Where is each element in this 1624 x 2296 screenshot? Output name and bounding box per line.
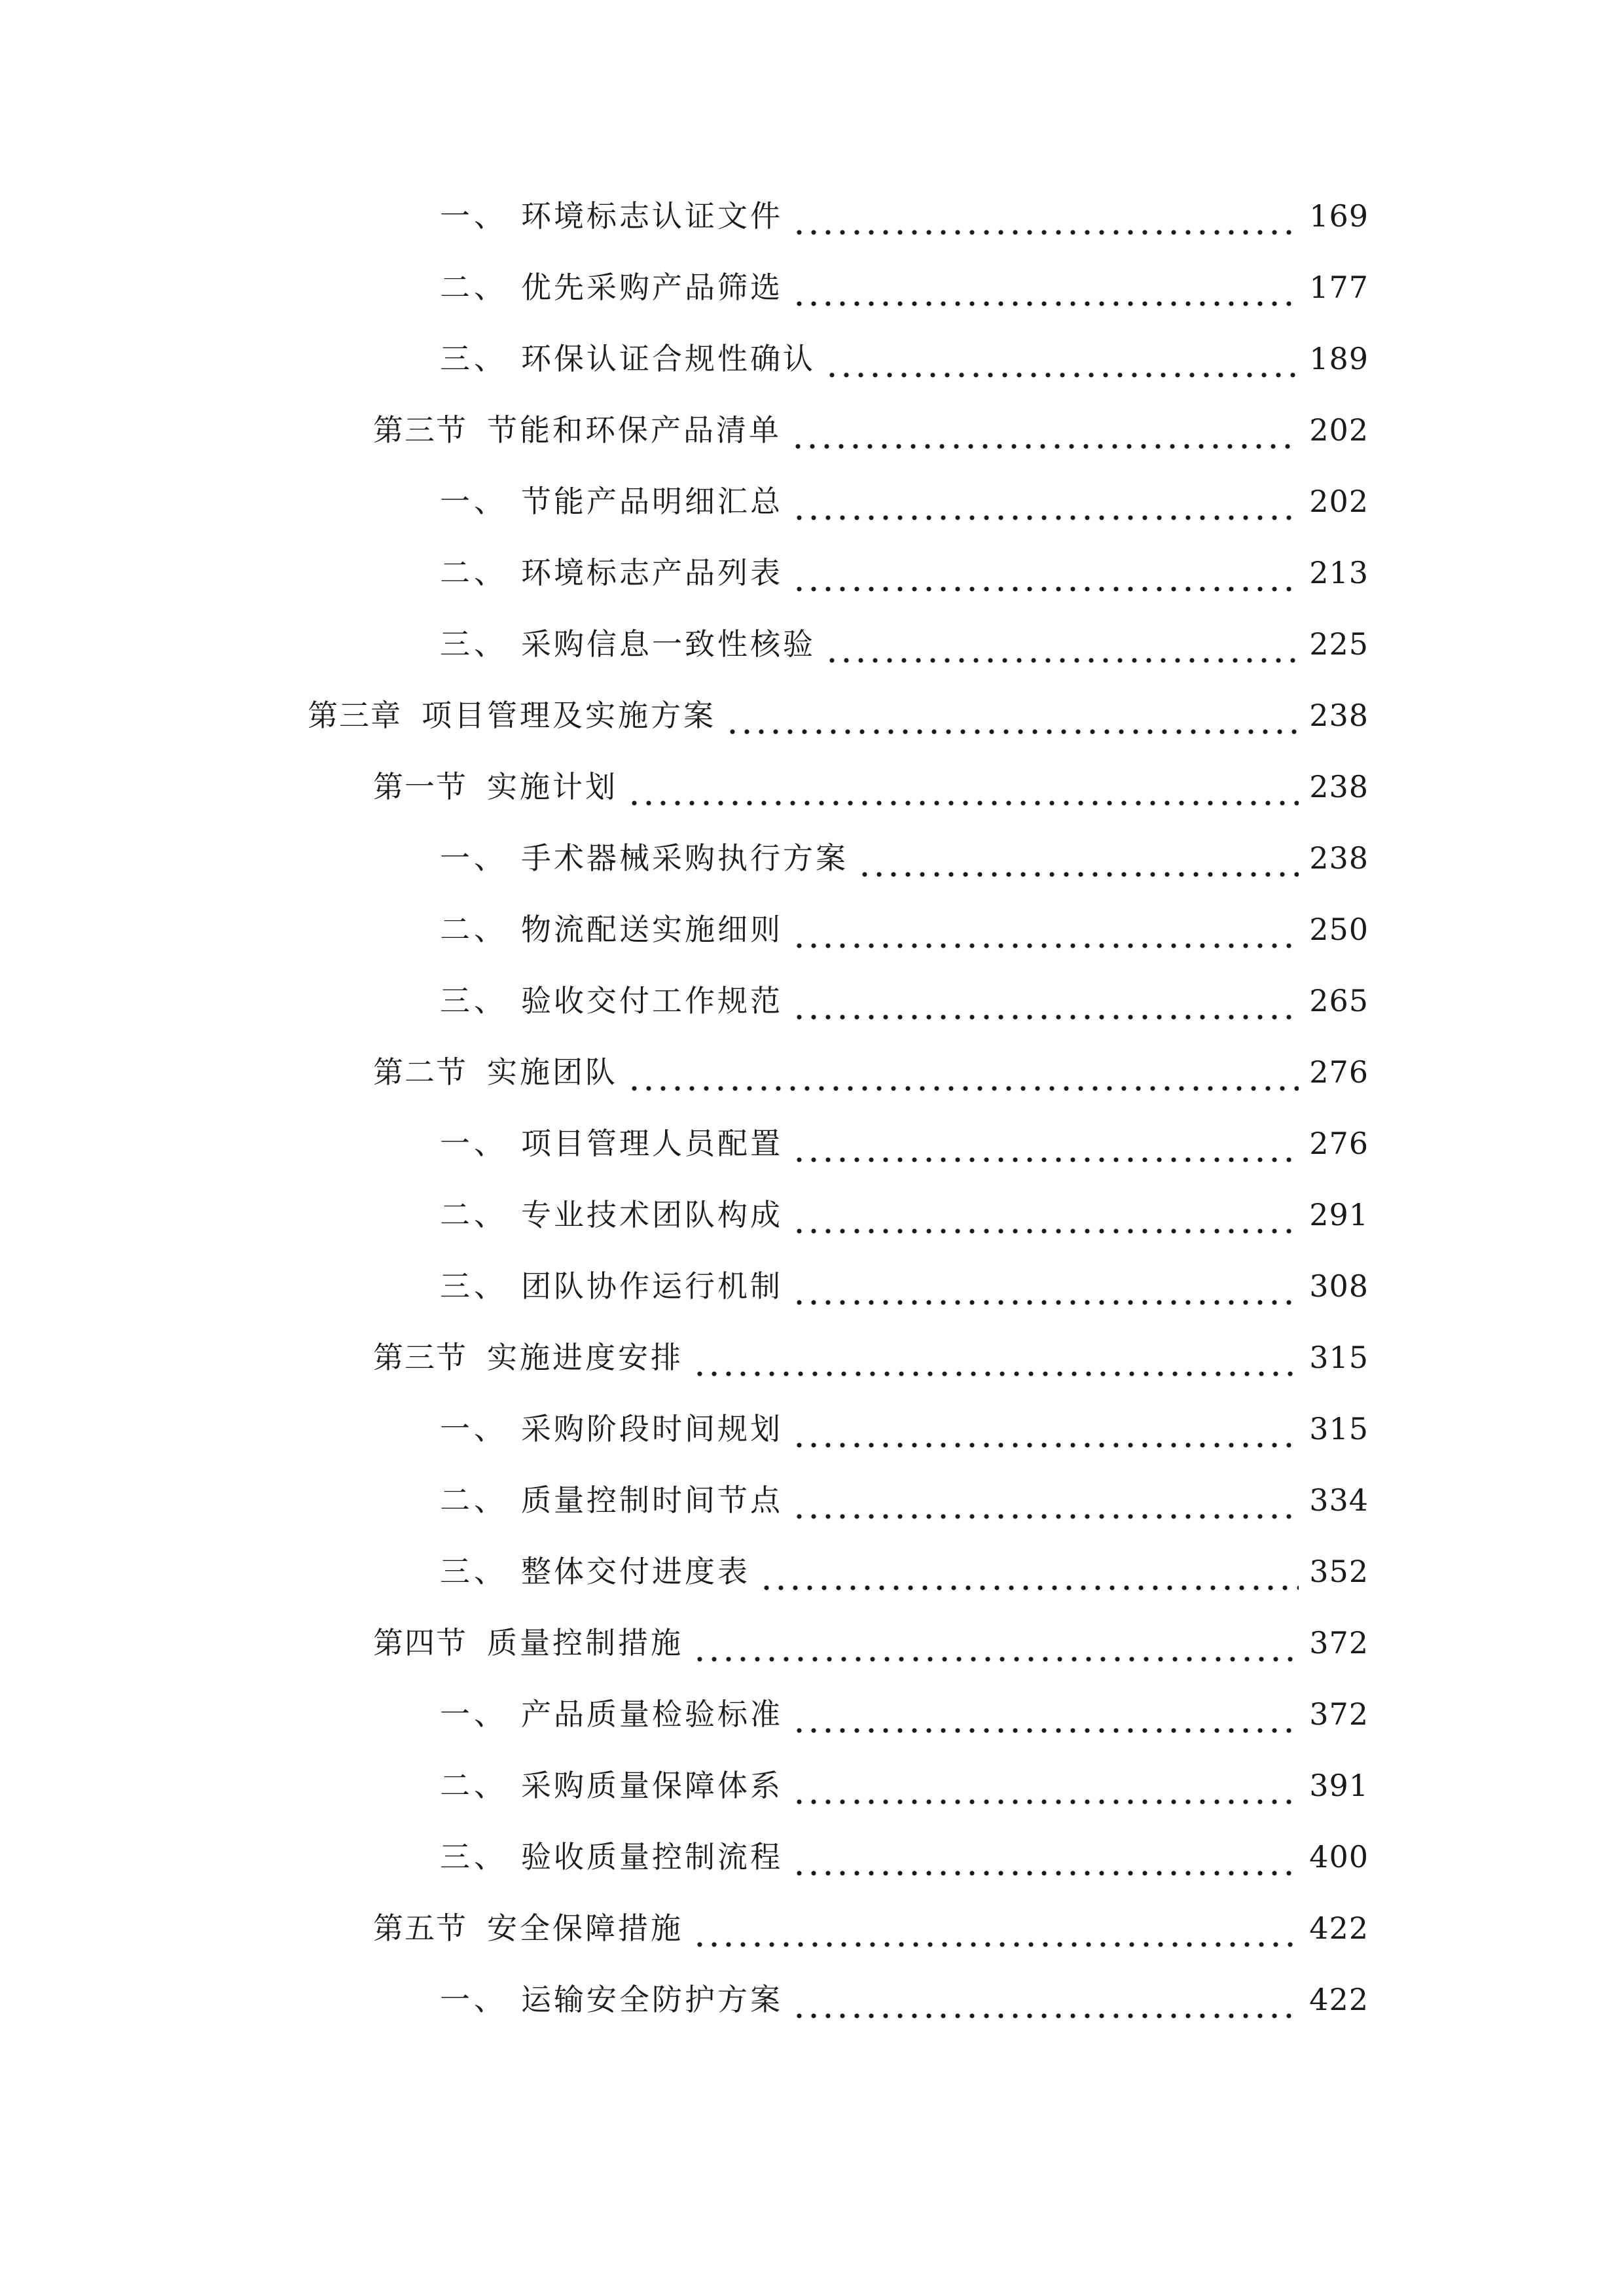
toc-entry[interactable] — [440, 1973, 1369, 2026]
toc-section-number: 第三节 — [373, 1340, 467, 1375]
toc-entry-title: 运输安全防护方案 — [521, 1982, 783, 2017]
toc-entry[interactable] — [440, 1474, 1369, 1526]
dot-leader — [792, 1260, 1299, 1312]
toc-entry-page: 250 — [1309, 912, 1369, 947]
dot-leader — [792, 1973, 1299, 2026]
toc-entry-title: 采购信息一致性核验 — [521, 626, 816, 662]
toc-entry[interactable] — [440, 547, 1369, 599]
toc-section-entry[interactable] — [373, 1617, 1369, 1669]
dot-leader — [693, 1902, 1299, 1954]
toc-entry-number: 三、 — [440, 626, 508, 662]
toc-entry[interactable] — [440, 1688, 1369, 1740]
toc-section-entry[interactable] — [373, 1902, 1369, 1954]
toc-entry-number: 一、 — [440, 1411, 508, 1446]
toc-entry-number: 一、 — [440, 484, 508, 519]
toc-entry-title: 产品质量检验标准 — [521, 1696, 783, 1732]
dot-leader — [792, 1117, 1299, 1170]
dot-leader — [759, 1545, 1299, 1598]
toc-entry-title: 质量控制措施 — [487, 1625, 683, 1660]
toc-entry-title: 安全保障措施 — [487, 1910, 683, 1946]
dot-leader — [792, 547, 1299, 599]
toc-entry-page: 265 — [1309, 983, 1369, 1018]
dot-leader — [792, 1759, 1299, 1812]
toc-entry-page: 391 — [1309, 1768, 1369, 1803]
toc-entry[interactable] — [440, 903, 1369, 956]
toc-entry-number: 二、 — [440, 1482, 508, 1518]
dot-leader — [627, 1046, 1299, 1098]
toc-entry-page: 177 — [1309, 270, 1369, 305]
toc-entry-title: 环保认证合规性确认 — [521, 341, 816, 376]
toc-entry-number: 一、 — [440, 1126, 508, 1161]
toc-entry-page: 202 — [1309, 412, 1369, 448]
toc-section-number: 第三节 — [373, 412, 467, 448]
toc-entry-page: 422 — [1309, 1910, 1369, 1946]
dot-leader — [791, 404, 1299, 456]
toc-entry[interactable] — [440, 261, 1369, 314]
dot-leader — [693, 1617, 1299, 1669]
toc-entry-title: 项目管理及实施方案 — [422, 698, 716, 733]
dot-leader — [825, 332, 1299, 385]
toc-entry-page: 276 — [1309, 1054, 1369, 1090]
dot-leader — [792, 1688, 1299, 1740]
toc-entry-number: 二、 — [440, 1768, 508, 1803]
toc-entry-number: 二、 — [440, 270, 508, 305]
dot-leader — [792, 903, 1299, 956]
toc-entry-page: 169 — [1309, 198, 1369, 234]
dot-leader — [857, 832, 1299, 884]
toc-entry[interactable] — [440, 332, 1369, 385]
toc-entry-number: 二、 — [440, 912, 508, 947]
toc-section-number: 第四节 — [373, 1625, 467, 1660]
toc-section-entry[interactable] — [373, 1331, 1369, 1384]
toc-entry-page: 202 — [1309, 484, 1369, 519]
toc-entry-title: 专业技术团队构成 — [521, 1197, 783, 1232]
dot-leader — [792, 1403, 1299, 1455]
toc-entry-title: 节能产品明细汇总 — [521, 484, 783, 519]
toc-entry-number: 一、 — [440, 1982, 508, 2017]
toc-entry-page: 238 — [1309, 769, 1369, 804]
toc-chapter-entry[interactable] — [308, 689, 1369, 742]
toc-entry-title: 整体交付进度表 — [521, 1554, 750, 1589]
toc-entry-page: 213 — [1309, 555, 1369, 590]
toc-entry-number: 三、 — [440, 1839, 508, 1874]
dot-leader — [792, 975, 1299, 1027]
toc-section-number: 第五节 — [373, 1910, 467, 1946]
toc-entry-page: 315 — [1309, 1340, 1369, 1375]
toc-entry-number: 二、 — [440, 1197, 508, 1232]
toc-chapter-number: 第三章 — [308, 698, 402, 733]
toc-entry-page: 291 — [1309, 1197, 1369, 1232]
toc-entry-title: 项目管理人员配置 — [521, 1126, 783, 1161]
toc-section-number: 第一节 — [373, 769, 467, 804]
toc-entry[interactable] — [440, 1260, 1369, 1312]
dot-leader — [792, 261, 1299, 314]
toc-entry-page: 400 — [1309, 1839, 1369, 1874]
toc-entry[interactable] — [440, 975, 1369, 1027]
toc-entry[interactable] — [440, 618, 1369, 670]
toc-entry-page: 372 — [1309, 1696, 1369, 1732]
toc-entry-title: 环境标志产品列表 — [521, 555, 783, 590]
toc-entry[interactable] — [440, 1117, 1369, 1170]
toc-entry-page: 315 — [1309, 1411, 1369, 1446]
toc-entry-title: 优先采购产品筛选 — [521, 270, 783, 305]
toc-entry-title: 团队协作运行机制 — [521, 1268, 783, 1304]
toc-entry-page: 352 — [1309, 1554, 1369, 1589]
dot-leader — [792, 1831, 1299, 1883]
toc-entry-title: 实施计划 — [487, 769, 618, 804]
toc-entry-page: 225 — [1309, 626, 1369, 662]
toc-entry-number: 三、 — [440, 341, 508, 376]
toc-entry-title: 环境标志认证文件 — [521, 198, 783, 234]
toc-section-entry[interactable] — [373, 1046, 1369, 1098]
toc-entry-number: 三、 — [440, 1554, 508, 1589]
toc-entry[interactable] — [440, 190, 1369, 242]
toc-entry-page: 189 — [1309, 341, 1369, 376]
toc-entry-number: 二、 — [440, 555, 508, 590]
toc-entry[interactable] — [440, 1759, 1369, 1812]
toc-entry-page: 334 — [1309, 1482, 1369, 1518]
toc-entry-number: 一、 — [440, 1696, 508, 1732]
toc-entry[interactable] — [440, 1189, 1369, 1241]
dot-leader — [792, 1189, 1299, 1241]
dot-leader — [627, 761, 1299, 813]
toc-entry-number: 一、 — [440, 198, 508, 234]
toc-entry-page: 238 — [1309, 840, 1369, 876]
toc-entry-page: 372 — [1309, 1625, 1369, 1660]
toc-entry-title: 验收交付工作规范 — [521, 983, 783, 1018]
toc-entry-page: 308 — [1309, 1268, 1369, 1304]
dot-leader — [792, 1474, 1299, 1526]
toc-entry-title: 验收质量控制流程 — [521, 1839, 783, 1874]
toc-entry-title: 采购质量保障体系 — [521, 1768, 783, 1803]
toc-entry[interactable] — [440, 475, 1369, 528]
toc-entry-title: 采购阶段时间规划 — [521, 1411, 783, 1446]
toc-entry[interactable] — [440, 1545, 1369, 1598]
dot-leader — [792, 475, 1299, 528]
dot-leader — [792, 190, 1299, 242]
toc-entry[interactable] — [440, 1403, 1369, 1455]
toc-entry-number: 一、 — [440, 840, 508, 876]
toc-section-entry[interactable] — [373, 404, 1369, 456]
dot-leader — [725, 689, 1299, 742]
toc-entry-number: 三、 — [440, 983, 508, 1018]
dot-leader — [693, 1331, 1299, 1384]
toc-entry-page: 422 — [1309, 1982, 1369, 2017]
toc-section-entry[interactable] — [373, 761, 1369, 813]
toc-entry-title: 物流配送实施细则 — [521, 912, 783, 947]
toc-entry-title: 质量控制时间节点 — [521, 1482, 783, 1518]
toc-section-number: 第二节 — [373, 1054, 467, 1090]
dot-leader — [825, 618, 1299, 670]
toc-entry-title: 实施进度安排 — [487, 1340, 683, 1375]
toc-entry-title: 实施团队 — [487, 1054, 618, 1090]
toc-entry[interactable] — [440, 1831, 1369, 1883]
toc-entry-title: 手术器械采购执行方案 — [521, 840, 848, 876]
toc-entry-page: 276 — [1309, 1126, 1369, 1161]
toc-entry-title: 节能和环保产品清单 — [487, 412, 782, 448]
toc-entry-number: 三、 — [440, 1268, 508, 1304]
toc-entry-page: 238 — [1309, 698, 1369, 733]
toc-entry[interactable] — [440, 832, 1369, 884]
